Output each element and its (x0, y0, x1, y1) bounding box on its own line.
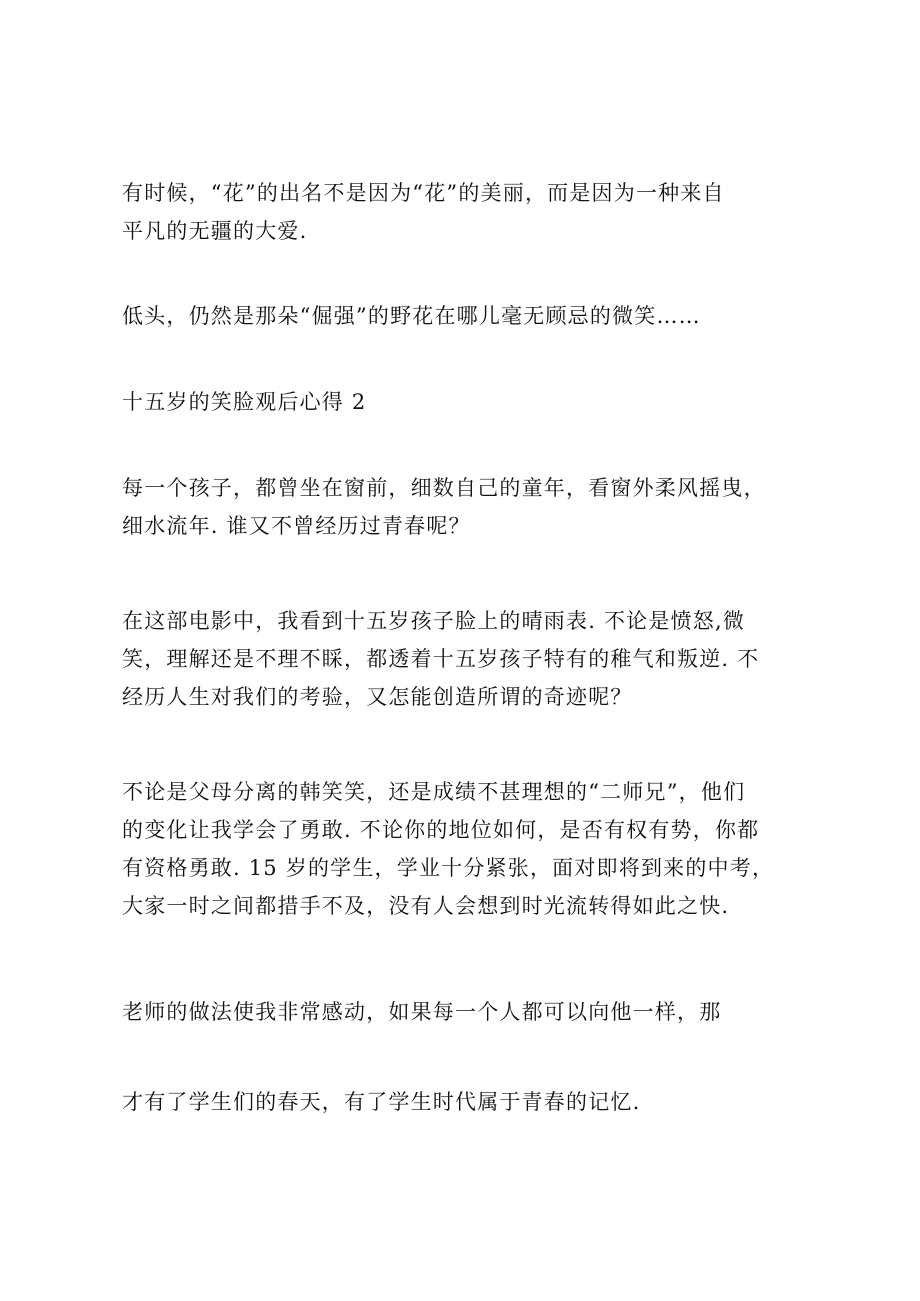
paragraph-line: 在这部电影中，我看到十五岁孩子脸上的晴雨表. 不论是愤怒,微 (122, 609, 746, 633)
paragraph-line: 大家一时之间都措手不及，没有人会想到时光流转得如此之快. (122, 894, 730, 918)
paragraph-line: 的变化让我学会了勇敢. 不论你的地位如何，是否有权有势，你都 (122, 818, 760, 842)
paragraph-line: 低头，仍然是那朵“倔强”的野花在哪儿毫无顾忌的微笑…… (122, 304, 701, 328)
paragraph-line: 有资格勇敢. 15 岁的学生，学业十分紧张，面对即将到来的中考， (122, 856, 775, 880)
paragraph-line: 经历人生对我们的考验，又怎能创造所谓的奇迹呢？ (122, 685, 633, 709)
paragraph-line: 有时候，“花”的出名不是因为“花”的美丽，而是因为一种来自 (122, 181, 725, 205)
paragraph-7 (122, 993, 802, 1031)
paragraph-2 (122, 297, 802, 335)
paragraph-line: 才有了学生们的春天，有了学生时代属于青春的记忆. (122, 1090, 641, 1114)
paragraph-line: 老师的做法使我非常感动，如果每一个人都可以向他一样，那 (122, 1000, 722, 1024)
paragraph-4 (122, 469, 802, 545)
paragraph-5 (122, 602, 802, 716)
paragraph-6 (122, 773, 802, 925)
paragraph-line: 笑，理解还是不理不睬，都透着十五岁孩子特有的稚气和叛逆. 不 (122, 647, 760, 671)
heading-line: 十五岁的笑脸观后心得 2 (122, 390, 367, 414)
paragraph-1 (122, 174, 802, 250)
paragraph-8 (122, 1083, 802, 1121)
paragraph-line: 每一个孩子，都曾坐在窗前，细数自己的童年，看窗外柔风摇曳， (122, 476, 766, 500)
paragraph-line: 细水流年. 谁又不曾经历过青春呢？ (122, 514, 471, 538)
section-heading (122, 383, 802, 421)
paragraph-line: 平凡的无疆的大爱. (122, 219, 308, 243)
paragraph-line: 不论是父母分离的韩笑笑，还是成绩不甚理想的“二师兄”，他们 (122, 780, 746, 804)
